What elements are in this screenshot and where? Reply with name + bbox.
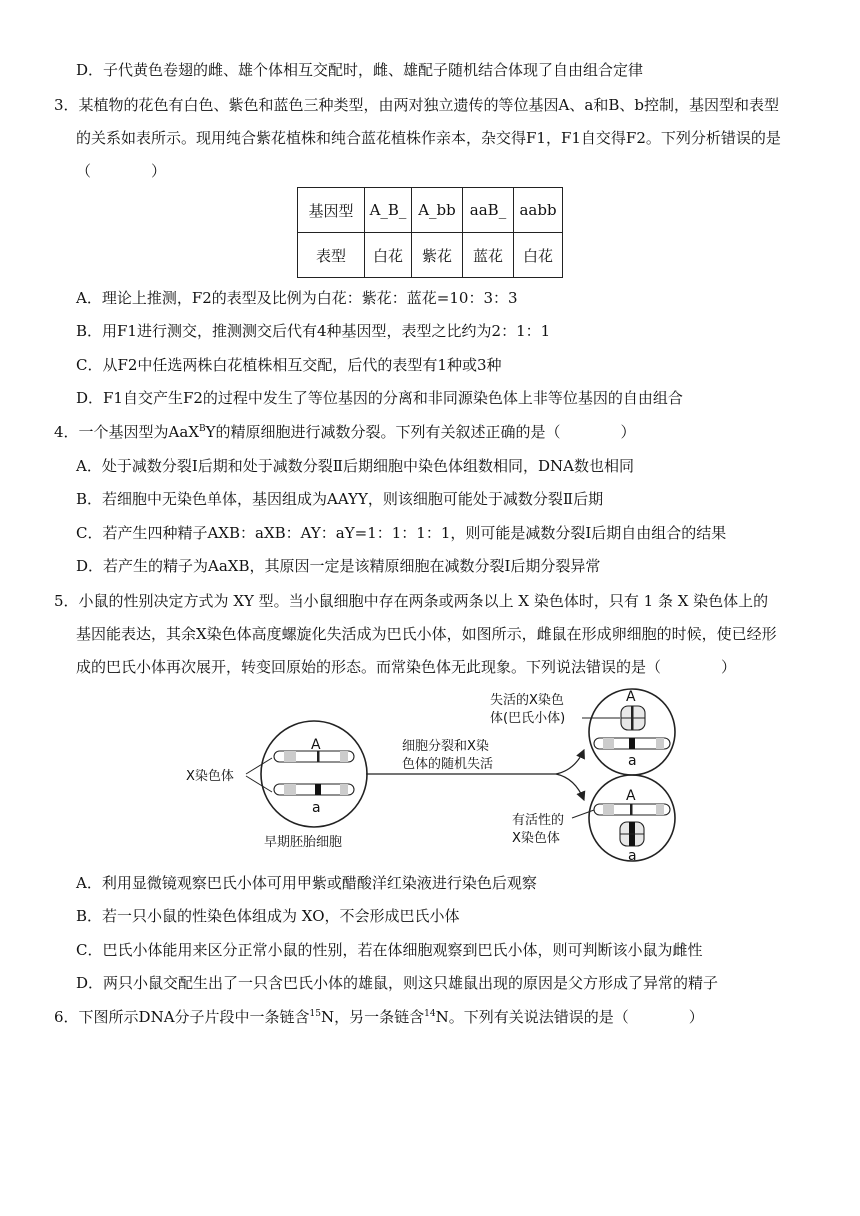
q3-stem-line2: 的关系如表所示。现用纯合紫花植株和纯合蓝花植株作亲本，杂交得F1，F1自交得F2。下列分析错误的是 <box>76 129 781 147</box>
label-early-embryo: 早期胚胎细胞 <box>264 835 343 850</box>
label-inactive-line2: 体(巴氏小体) <box>490 711 566 726</box>
q5-option-d: D．两只小鼠交配生出了一只含巴氏小体的雄鼠，则这只雄鼠出现的原因是父方形成了异常的精子 <box>76 974 719 992</box>
gene-label-a: a <box>628 753 637 769</box>
gene-label-a: a <box>312 800 321 816</box>
q2-option-d: D．子代黄色卷翅的雌、雄个体相互交配时，雌、雄配子随机结合体现了自由组合定律 <box>76 61 644 79</box>
arrow-label-line1: 细胞分裂和X染 <box>402 739 489 754</box>
q5-option-c: C．巴氏小体能用来区分正常小鼠的性别，若在体细胞观察到巴氏小体，则可判断该小鼠为雌性 <box>76 941 703 959</box>
q5-stem-line1: 5．小鼠的性别决定方式为 XY 型。当小鼠细胞中存在两条或两条以上 X 染色体时，只有 1 条 X 染色体上的 <box>54 592 769 610</box>
q4-stem <box>54 422 636 442</box>
q3-option-b: B．用F1进行测交，推测测交后代有4种基因型，表型之比约为2：1：1 <box>76 322 551 340</box>
q6-stem-mid: N，另一条链含 <box>320 1008 425 1026</box>
label-inactive-line1: 失活的X染色 <box>490 693 564 708</box>
table-cell: A_bb <box>412 188 463 233</box>
q4-option-b: B．若细胞中无染色单体，基因组成为AAYY，则该细胞可能处于减数分裂Ⅱ后期 <box>76 490 604 508</box>
q4-option-d: D．若产生的精子为AaXB，其原因一定是该精原细胞在减数分裂Ⅰ后期分裂异常 <box>76 557 601 575</box>
table-cell: 蓝花 <box>463 233 514 278</box>
table-cell: aaB_ <box>463 188 514 233</box>
label-active-line2: X染色体 <box>512 831 560 846</box>
active-x-chromosome <box>594 738 670 749</box>
q5-option-b: B．若一只小鼠的性染色体组成为 XO，不会形成巴氏小体 <box>76 907 460 925</box>
q4-superscript: B <box>199 424 206 434</box>
q5-stem-line2: 基因能表达，其余X染色体高度螺旋化失活成为巴氏小体，如图所示，雌鼠在形成卵细胞的时候，使已经形 <box>76 625 777 643</box>
table-cell: 紫花 <box>412 233 463 278</box>
q4-option-c: C．若产生四种精子AXB：aXB：AY：aY=1：1：1：1，则可能是减数分裂Ⅰ后期自由组合的结果 <box>76 524 727 542</box>
q3-option-a: A．理论上推测，F2的表型及比例为白花：紫花：蓝花=10：3：3 <box>76 289 518 307</box>
q3-option-d: D．F1自交产生F2的过程中发生了等位基因的分离和非同源染色体上非等位基因的自由组合 <box>76 389 683 407</box>
q3-stem-line1: 3．某植物的花色有白色、紫色和蓝色三种类型，由两对独立遗传的等位基因A、a和B、b控制，基因型和表型 <box>54 96 779 114</box>
q4-stem-rest: Y的精原细胞进行减数分裂。下列有关叙述正确的是（ ） <box>205 423 636 441</box>
label-active-line1: 有活性的 <box>512 813 565 828</box>
barr-body-figure <box>180 688 680 866</box>
table-row <box>298 233 563 278</box>
gene-label-A: A <box>311 737 321 753</box>
table-cell: 表型 <box>298 233 365 278</box>
q5-option-a: A．利用显微镜观察巴氏小体可用甲紫或醋酸洋红染液进行染色后观察 <box>76 874 537 892</box>
active-x-chromosome <box>594 804 670 815</box>
table-row <box>298 188 563 233</box>
arrow-label-line2: 色体的随机失活 <box>402 757 494 772</box>
q6-superscript-14: 14 <box>424 1009 436 1019</box>
barr-body <box>621 706 645 730</box>
gene-label-A: A <box>626 689 636 705</box>
q6-stem-post: N。下列有关说法错误的是（ ） <box>435 1008 704 1026</box>
q3-stem-line3: （ ） <box>76 162 167 180</box>
q6-stem <box>54 1007 704 1027</box>
label-x-chromosome: X染色体 <box>186 769 234 784</box>
table-cell: aabb <box>514 188 563 233</box>
table-cell: A_B_ <box>365 188 412 233</box>
gene-label-a: a <box>628 848 637 864</box>
gene-label-A: A <box>626 788 636 804</box>
q4-stem-pre: 4．一个基因型为AaX <box>54 423 199 441</box>
q6-stem-pre: 6．下图所示DNA分子片段中一条链含 <box>54 1008 310 1026</box>
table-cell: 白花 <box>514 233 563 278</box>
q6-superscript-15: 15 <box>309 1009 321 1019</box>
table-cell: 基因型 <box>298 188 365 233</box>
q3-option-c: C．从F2中任选两株白花植株相互交配，后代的表型有1种或3种 <box>76 356 502 374</box>
barr-body <box>620 822 644 846</box>
table-cell: 白花 <box>365 233 412 278</box>
q5-stem-line3: 成的巴氏小体再次展开，转变回原始的形态。而常染色体无此现象。下列说法错误的是（ ） <box>76 658 737 676</box>
x-chromosome-lower <box>274 784 354 795</box>
q4-option-a: A．处于减数分裂Ⅰ后期和处于减数分裂Ⅱ后期细胞中染色体组数相同，DNA数也相同 <box>76 457 634 475</box>
genotype-phenotype-table <box>297 187 563 278</box>
